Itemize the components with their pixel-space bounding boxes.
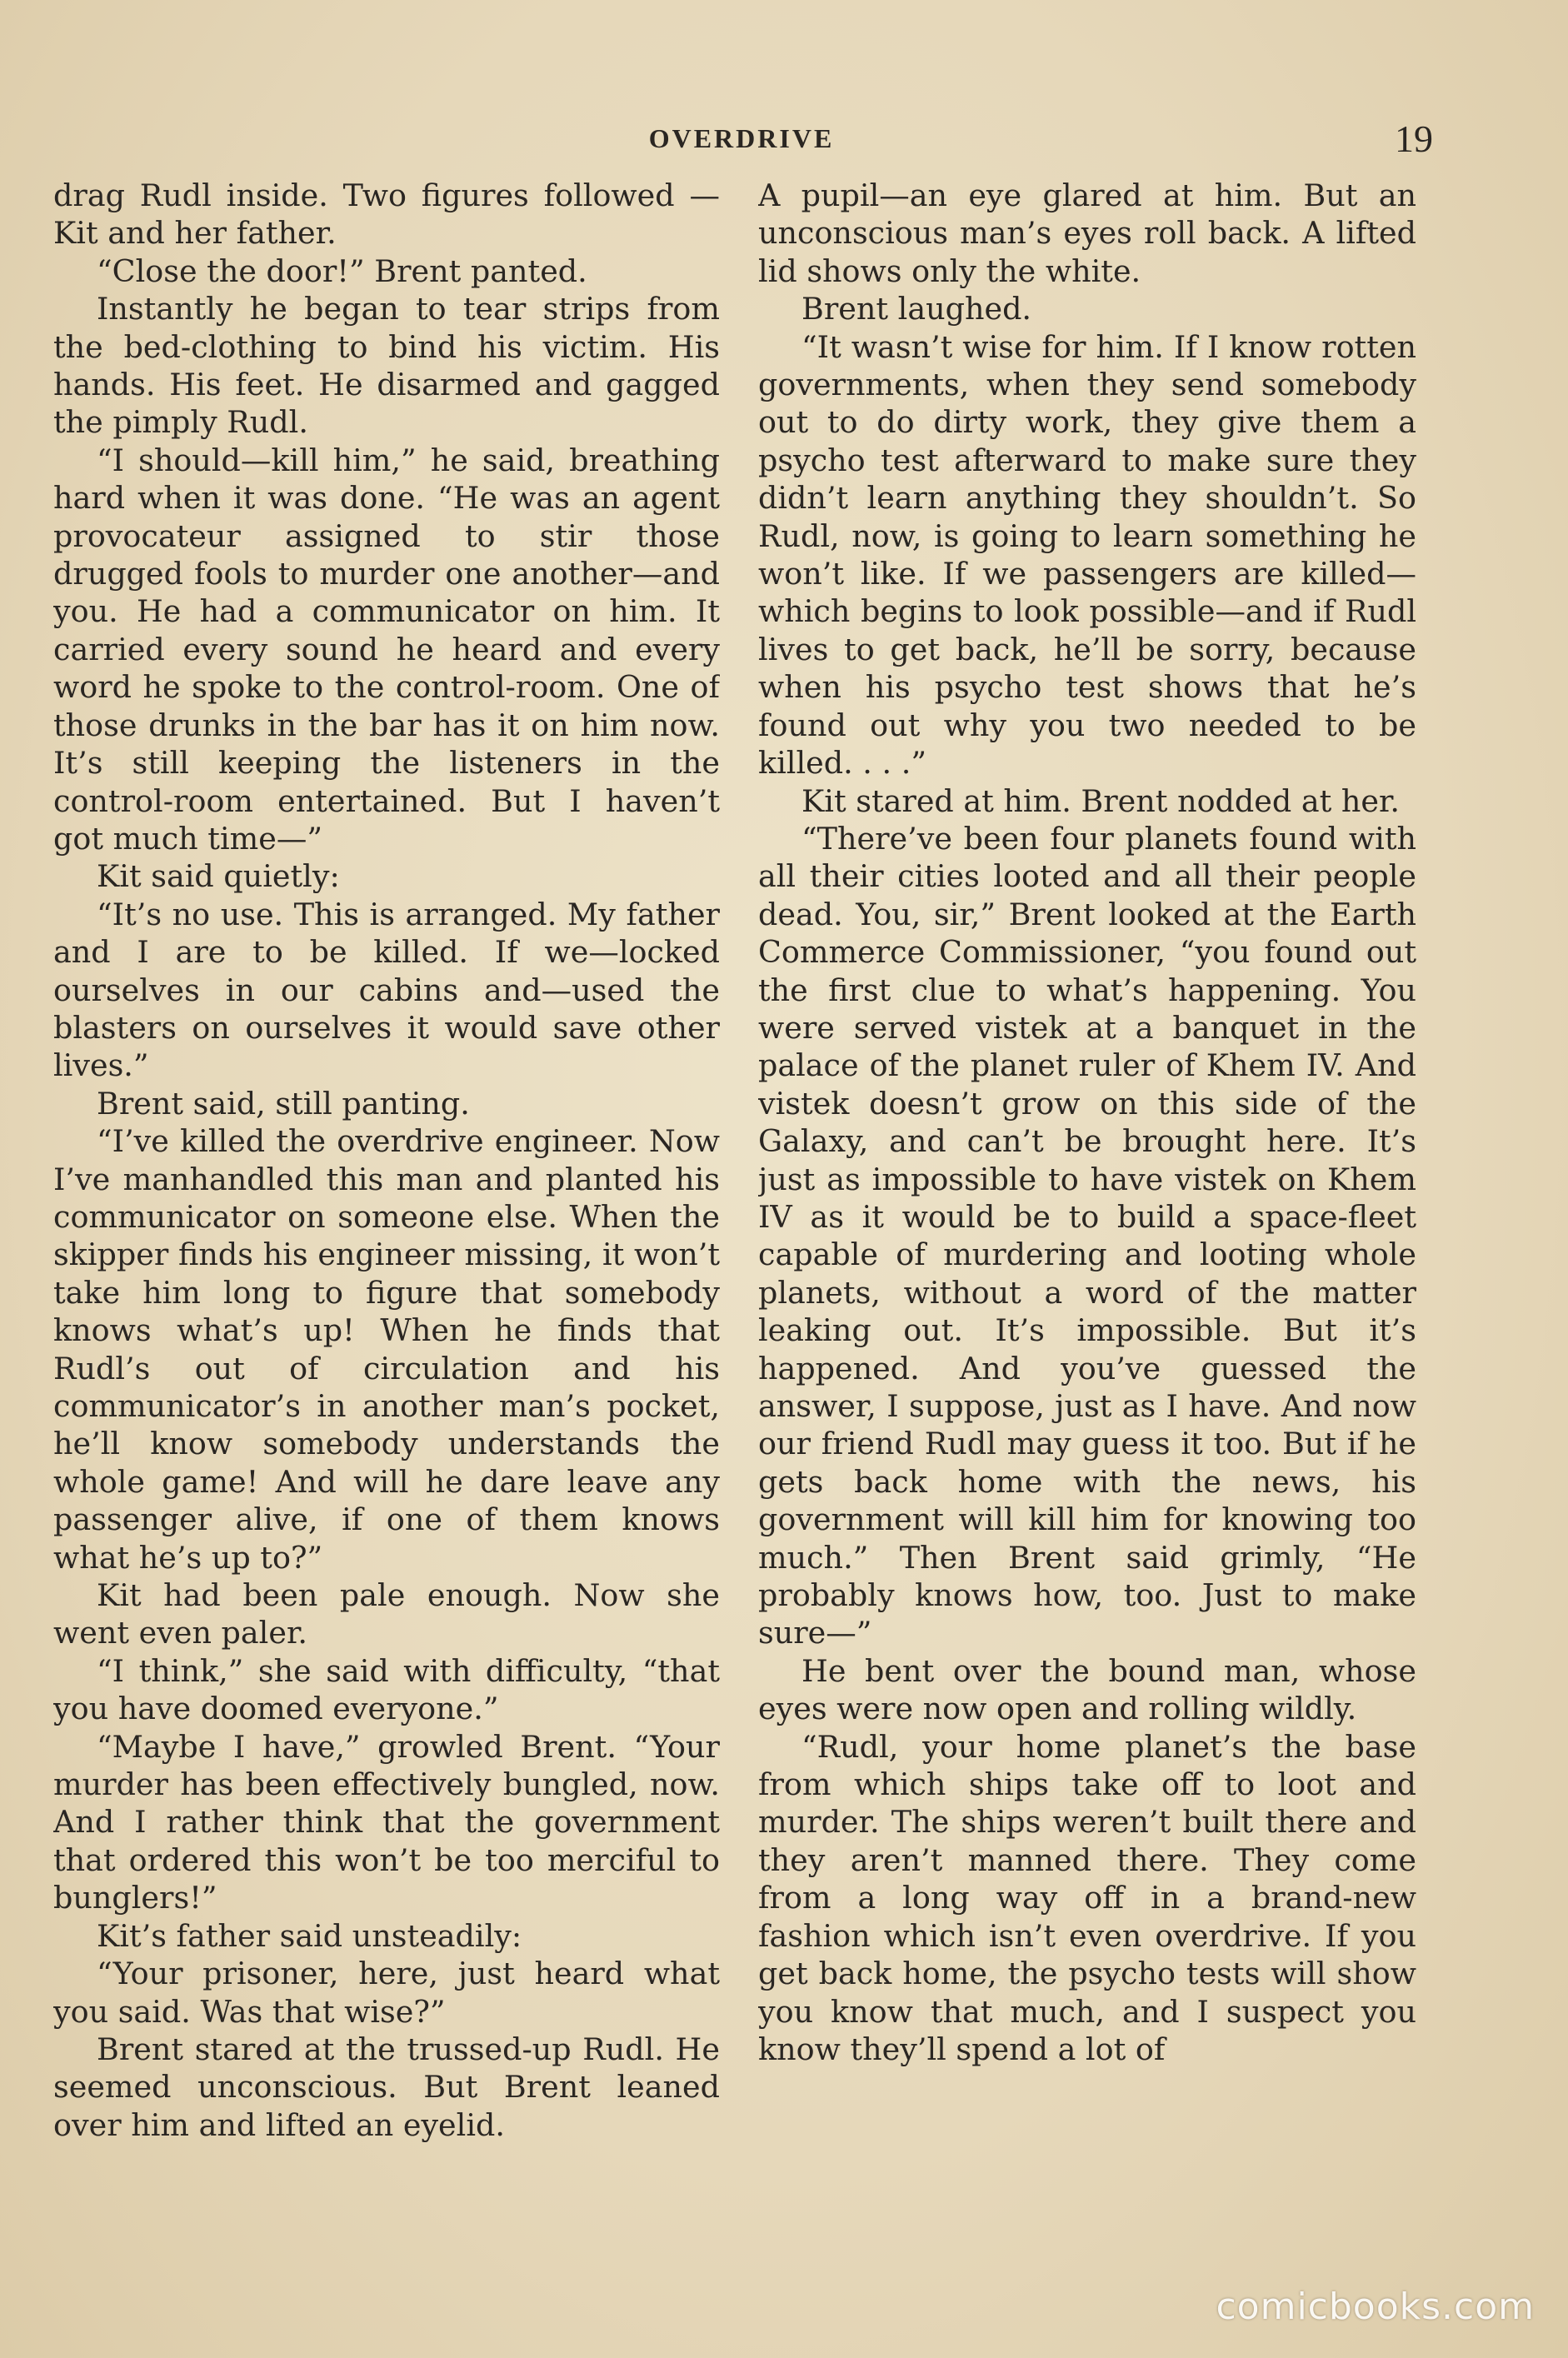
left-column [53,177,720,2185]
paragraph: “I’ve killed the overdrive engineer. Now I’ve manhandled this man and planted his communicator on someone else. When the skipper finds his engineer missing, it won’t take him long to figure that somebody knows what’s up! When he finds that Rudl’s out of circulation and his communicator’s in another man’s pocket, he’ll know somebody understands the whole game! And will he dare leave any passenger alive, if one of them knows what he’s up to?” [53,1123,720,1576]
paragraph: “Rudl, your home planet’s the base from which ships take off to loot and murder. The ships weren’t built there and they aren’t manned there. They come from a long way off in a brand-new fashion which isn’t even overdrive. If you get back home, the psycho tests will show you know that much, and I suspect you know they’ll spend a lot of [758,1728,1416,2067]
right-column [758,177,1416,2185]
paragraph: Kit’s father said unsteadily: [97,1917,522,1954]
page-header [50,117,1433,173]
paragraph: Kit said quietly: [97,858,340,895]
paragraph: Brent laughed. [801,291,1032,327]
paragraph: “It’s no use. This is arranged. My father and I are to be killed. If we—locked ourselves in our cabins and—used the blasters on ourselves it would save other lives.” [53,896,720,1084]
paragraph: drag Rudl inside. Two figures followed —Kit and her father. [53,177,720,252]
paragraph: Kit had been pale enough. Now she went even paler. [53,1577,720,1651]
page-number: 19 [1395,117,1433,160]
paragraph: “Your prisoner, here, just heard what you said. Was that wise?” [53,1956,720,2030]
paragraph: He bent over the bound man, whose eyes were now open and rolling wildly. [758,1652,1416,1727]
paragraph: Brent stared at the trussed-up Rudl. He seemed unconscious. But Brent leaned over him and lifted an eyelid. [53,2031,720,2143]
paragraph: “I should—kill him,” he said, breathing hard when it was done. “He was an agent provocateur assigned to stir those drugged fools to murder one another—and you. He had a communicator on him. It carried every sound he heard and every word he spoke to the control-room. One of those drunks in the bar has it on him now. It’s still keeping the listeners in the control-room entertained. But I haven’t got much time—” [53,442,720,857]
paragraph: “It wasn’t wise for him. If I know rotten governments, when they send somebody out to do dirty work, they give them a psycho test afterward to make sure they didn’t learn anything they shouldn’t. So Rudl, now, is going to learn something he won’t like. If we passengers are killed—which begins to look possible—and if Rudl lives to get back, he’ll be sorry, because when his psycho test shows that he’s found out why you two needed to be killed. . . .” [758,328,1416,782]
paragraph: “Maybe I have,” growled Brent. “Your murder has been effectively bungled, now. And I rather think that the government that ordered this won’t be too merciful to bunglers!” [53,1728,720,1916]
paragraph: Instantly he began to tear strips from the bed-clothing to bind his victim. His hands. His feet. He disarmed and gagged the pimply Rudl. [53,291,720,441]
paragraph: Brent said, still panting. [97,1085,470,1122]
paragraph: Kit stared at him. Brent nodded at her. [801,782,1401,819]
paragraph: “Close the door!” Brent panted. [97,252,587,289]
paragraph: A pupil—an eye glared at him. But an unconscious man’s eyes roll back. A lifted lid shows only the white. [758,177,1416,289]
running-title: OVERDRIVE [648,123,835,153]
paragraph: “I think,” she said with difficulty, “that you have doomed everyone.” [53,1652,720,1727]
watermark-logo: comicbooks.com [1216,2286,1535,2328]
paragraph: “There’ve been four planets found with all their cities looted and all their people dead. You, sir,” Brent looked at the Earth Commerce Commissioner, “you found out the first clue to what’s happening. You were served vistek at a banquet in the palace of the planet ruler of Khem IV. And vistek doesn’t grow on this side of the Galaxy, and can’t be brought here. It’s just as impossible to have vistek on Khem IV as it would be to build a space-fleet capable of murdering and looting whole planets, without a word of the matter leaking out. It’s impossible. But it’s happened. And you’ve guessed the answer, I suppose, just as I have. And now our friend Rudl may guess it too. But if he gets back home with the news, his government will kill him for knowing too much.” Then Brent said grimly, “He probably knows how, too. Just to make sure—” [758,820,1416,1651]
